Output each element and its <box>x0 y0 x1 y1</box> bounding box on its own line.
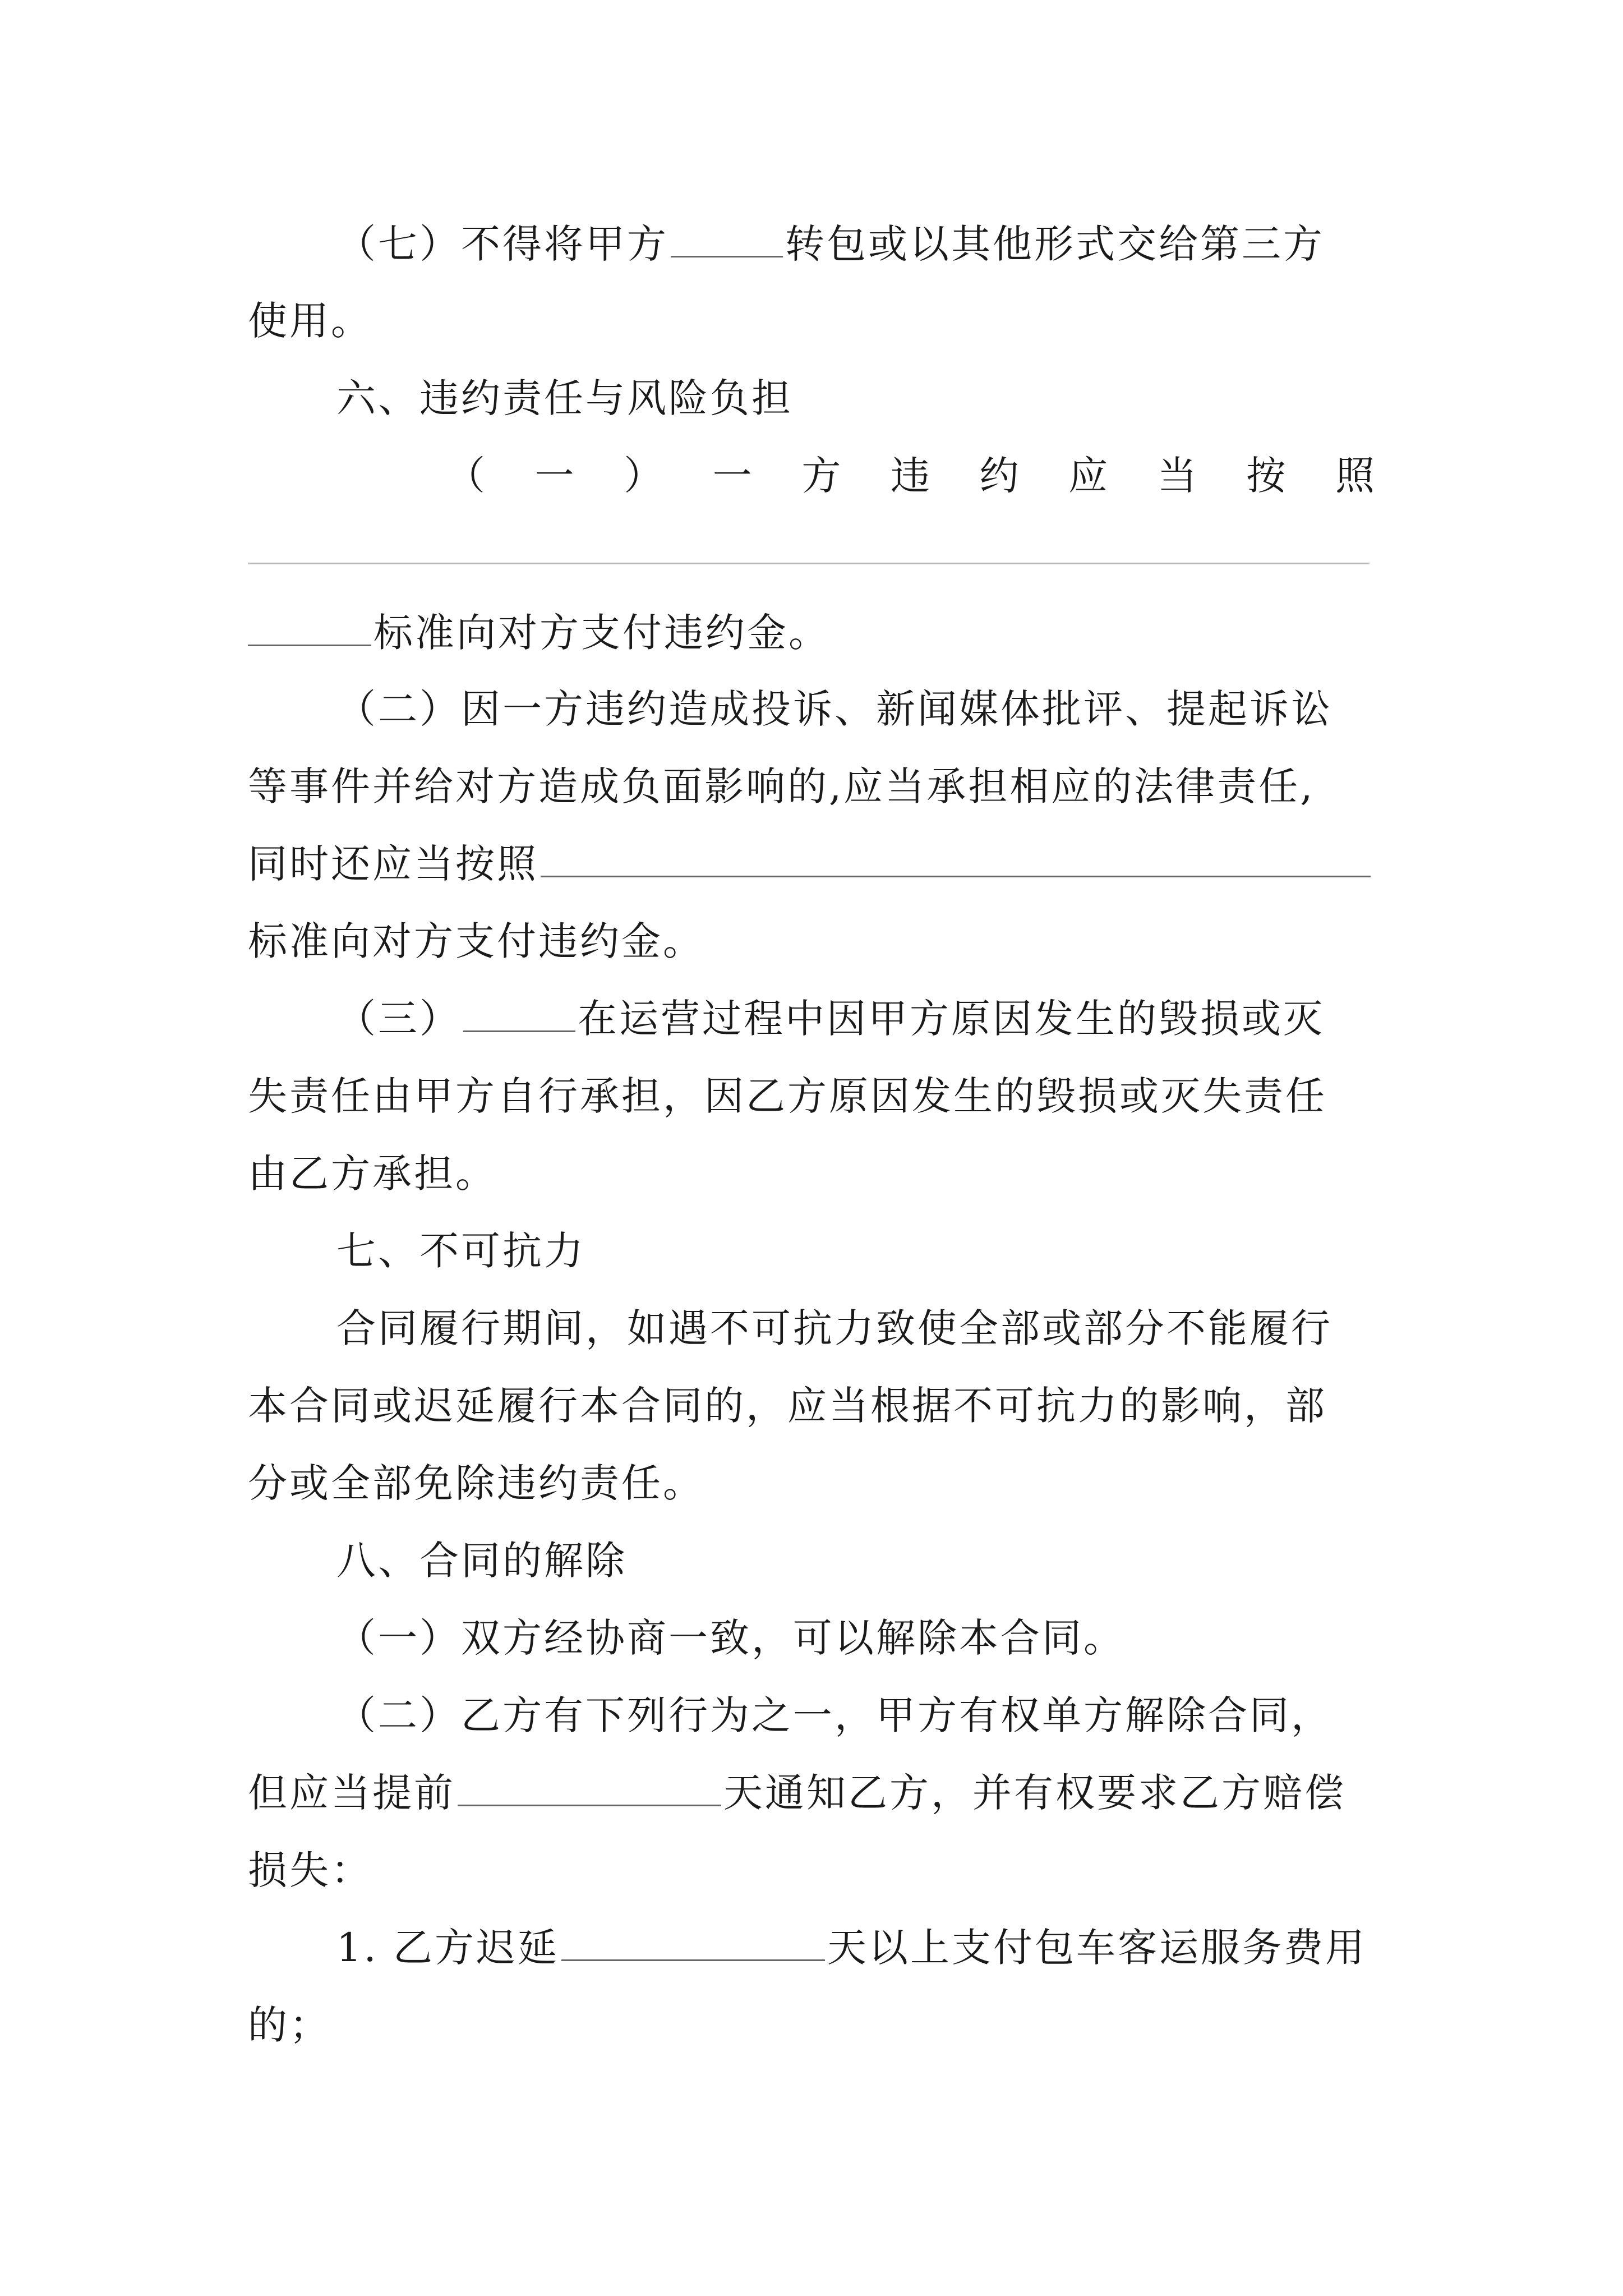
char: 一 <box>712 453 754 499</box>
clause-6-2-line-1: （二）因一方违约造成投诉、新闻媒体批评、提起诉讼 <box>336 686 1332 732</box>
clause-6-3-line-1 <box>336 991 1375 1047</box>
fill-blank[interactable] <box>541 836 1371 877</box>
fill-blank[interactable] <box>671 217 783 257</box>
text-segment: （七）不得将甲方 <box>336 221 668 267</box>
item-1-line-1 <box>336 1920 1375 1976</box>
clause-6-2-line-2: 等事件并给对方造成负面影响的,应当承担相应的法律责任, <box>248 763 1315 809</box>
clause-6-2-line-4: 标准向对方支付违约金。 <box>248 918 704 964</box>
text-segment: 转包或以其他形式交给第三方 <box>785 221 1325 267</box>
char: 按 <box>1246 453 1288 499</box>
clause-7-line-2: 使用。 <box>248 298 372 344</box>
item-1-line-2: 的； <box>248 2002 331 2048</box>
text-segment: 天以上支付包车客运服务费用 <box>827 1925 1367 1971</box>
text-segment: 同时还应当按照 <box>248 841 538 887</box>
fill-blank[interactable] <box>248 605 371 646</box>
clause-8-2-line-3: 损失： <box>248 1847 372 1893</box>
char: 违 <box>890 453 932 499</box>
fill-blank-line[interactable] <box>248 563 1370 564</box>
clause-8-2-line-2 <box>248 1765 1375 1821</box>
section-7-line-1: 合同履行期间，如遇不可抗力致使全部或部分不能履行 <box>336 1305 1332 1351</box>
text-segment: 天通知乙方，并有权要求乙方赔偿 <box>723 1770 1346 1816</box>
fill-blank[interactable] <box>458 1765 721 1806</box>
char: 一 <box>534 453 577 499</box>
fill-blank[interactable] <box>463 991 575 1032</box>
clause-6-1-line-1 <box>446 448 1377 504</box>
clause-6-2-line-3 <box>248 836 1375 892</box>
clause-6-1-line-2 <box>248 605 1375 661</box>
char: 应 <box>1068 453 1110 499</box>
char: ） <box>624 453 666 499</box>
text-segment: 在运营过程中因甲方原因发生的毁损或灭 <box>578 996 1325 1042</box>
clause-7-line-1 <box>336 216 1375 272</box>
text-segment: （三） <box>336 996 461 1042</box>
clause-8-2-line-1: （二）乙方有下列行为之一，甲方有权单方解除合同， <box>336 1692 1332 1738</box>
clause-6-3-line-2: 失责任由甲方自行承担，因乙方原因发生的毁损或灭失责任 <box>248 1073 1327 1119</box>
section-7-line-3: 分或全部免除违约责任。 <box>248 1460 704 1506</box>
text-segment: 标准向对方支付违约金。 <box>374 610 830 656</box>
section-7-heading: 七、不可抗力 <box>336 1228 585 1274</box>
section-8-heading: 八、合同的解除 <box>336 1538 627 1584</box>
char: 约 <box>979 453 1021 499</box>
text-segment: 但应当提前 <box>248 1770 455 1816</box>
char: （ <box>446 453 487 499</box>
char: 照 <box>1335 453 1377 499</box>
text-segment: 1. 乙方迟延 <box>336 1925 560 1971</box>
section-6-heading: 六、违约责任与风险负担 <box>336 375 793 421</box>
clause-6-3-line-3: 由乙方承担。 <box>248 1151 497 1197</box>
char: 当 <box>1157 453 1199 499</box>
clause-8-1: （一）双方经协商一致，可以解除本合同。 <box>336 1615 1125 1661</box>
section-7-line-2: 本合同或迟延履行本合同的，应当根据不可抗力的影响，部 <box>248 1383 1327 1429</box>
fill-blank[interactable] <box>561 1920 825 1961</box>
char: 方 <box>801 453 843 499</box>
